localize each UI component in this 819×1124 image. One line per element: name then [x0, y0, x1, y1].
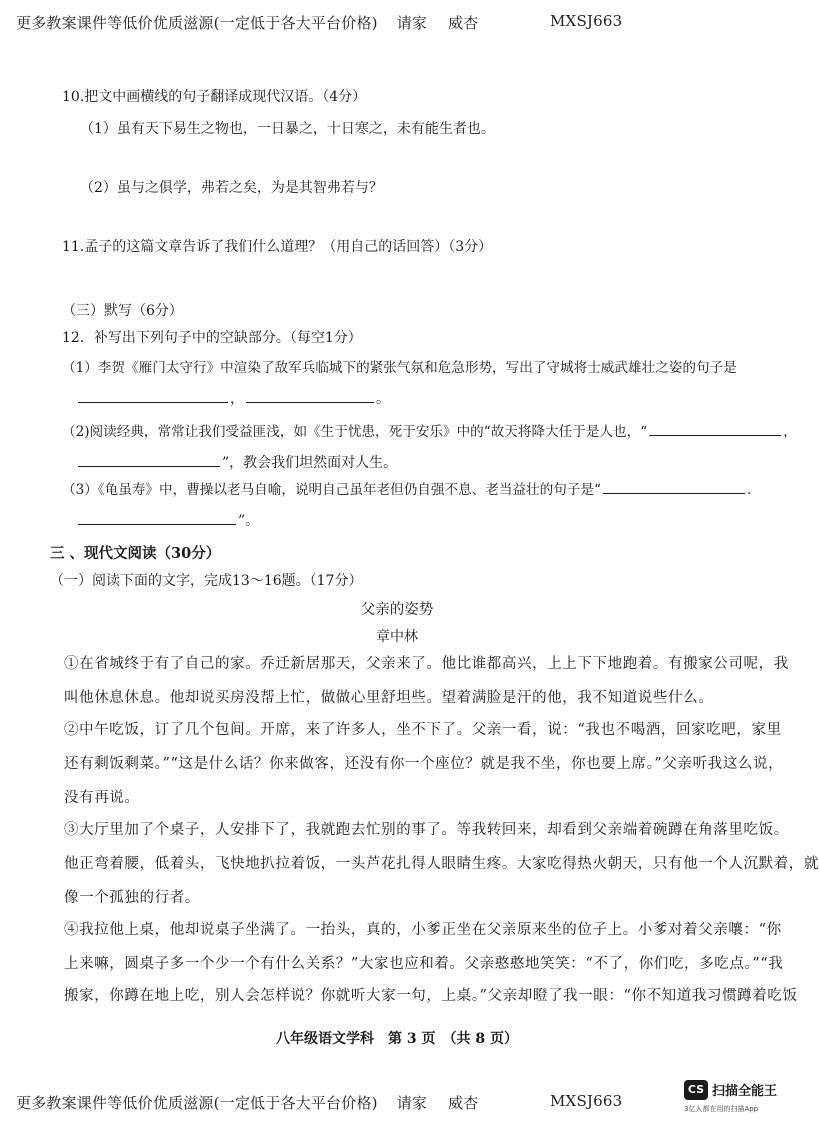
comma: ， — [230, 391, 244, 407]
scanner-logo — [684, 1078, 794, 1118]
banner-text: 更多教案课件等低价优质滋源(一定低于各大平台价格) — [16, 1094, 378, 1112]
q12-item-2 — [62, 420, 797, 440]
q12-item-3-cont — [76, 510, 259, 530]
scanner-name: 扫描全能王 — [712, 1084, 778, 1099]
q10-item-1: （1）虽有天下易生之物也，一日暴之，十日寒之，未有能生者也。 — [80, 121, 495, 137]
blank-4[interactable] — [78, 454, 220, 467]
article-line-1: ①在省城终于有了自己的家。乔迁新居那天，父亲来了。他比谁都高兴，上上下下地跑着。有搬家公司呢，我 — [64, 656, 789, 672]
blank-2[interactable] — [246, 390, 374, 403]
q12-item-1-blanks — [76, 388, 390, 408]
period: 。 — [376, 391, 390, 407]
scanner-sub: 3亿人都在用的扫描App — [684, 1105, 759, 1113]
article-line-11: 搬家，你蹲在地上吃，别人会怎样说？你就听大家一句，上桌。”父亲却瞪了我一眼：“你不知道我习惯蹲着吃饭 — [64, 988, 798, 1004]
banner-text: 更多教案课件等低价优质滋源(一定低于各大平台价格) — [16, 14, 378, 32]
part-3-title: 三 、现代文阅读（30分） — [50, 545, 221, 562]
q10-item-2: （2）虽与之俱学，弗若之矣，为是其智弗若与？ — [80, 180, 383, 196]
q11-title: 11.孟子的这篇文章告诉了我们什么道理？（用自己的话回答）（3分） — [62, 239, 493, 255]
article-line-10: 上来嘛，圆桌子多一个少一个有什么关系？”大家也应和着。父亲憨憨地笑笑：“不了，你们吃，多吃点。”“我 — [64, 956, 784, 972]
article-line-6: ③大厅里加了个桌子，人安排下了，我就跑去忙别的事了。等我转回来，却看到父亲端着碗蹲在角落里吃饭。 — [64, 822, 789, 838]
q12-title: 12．补写出下列句子中的空缺部分。（每空1分） — [62, 330, 362, 346]
article-line-8: 像一个孤独的行者。 — [64, 890, 200, 906]
q12-item-2-cont — [76, 452, 397, 472]
bottom-banner — [16, 1092, 478, 1113]
blank-1[interactable] — [78, 390, 228, 403]
article-line-2: 叫他休息休息。他却说买房没帮上忙，做做心里舒坦些。望着满脸是汗的他，我不知道说些什么。 — [64, 690, 714, 706]
blank-3[interactable] — [649, 423, 781, 436]
cs-logo-icon: CS — [684, 1080, 708, 1100]
dot: . — [746, 482, 752, 498]
comma: ， — [783, 424, 797, 440]
q12-item-2-end: ”，教会我们坦然面对人生。 — [222, 455, 398, 471]
q12-item-2-text: （2)阅读经典，常常让我们受益匪浅，如《生于忧患，死于安乐》中的“故天将降大任于是人也，“ — [62, 424, 648, 440]
q12-item-3-end: ”。 — [238, 513, 260, 529]
banner-contact-name: 威杏 — [448, 14, 479, 32]
banner-contact-name: 威杏 — [448, 1094, 479, 1112]
blank-5[interactable] — [603, 481, 745, 494]
part-3-sub: （一）阅读下面的文字，完成13～16题。（17分） — [50, 573, 363, 589]
page-footer: 八年级语文学科 第 3 页 （共 8 页） — [276, 1031, 518, 1047]
article-line-4: 还有剩饭剩菜。”“这是什么话？你来做客，还没有你一个座位？就是我不坐，你也要上席。”父亲听我这么说， — [64, 756, 784, 772]
q12-item-3 — [62, 478, 751, 498]
q12-item-3-text: （3）《龟虽寿》中，曹操以老马自喻，说明自己虽年老但仍自强不息、老当益壮的句子是“ — [62, 482, 601, 498]
section-3-title: （三）默写（6分） — [62, 303, 183, 319]
blank-6[interactable] — [78, 512, 236, 525]
banner-contact-label: 请家 — [396, 14, 428, 32]
article-title: 父亲的姿势 — [360, 602, 434, 618]
banner-code: MXSJ663 — [550, 12, 623, 30]
article-line-3: ②中午吃饭，订了几个包间。开席，来了许多人，坐不下了。父亲一看，说：“我也不喝酒，回家吃吧，家里 — [64, 722, 782, 738]
banner-contact-label: 请家 — [396, 1094, 428, 1112]
q10-title: 10.把文中画横线的句子翻译成现代汉语。（4分） — [62, 89, 367, 105]
banner-code-bottom: MXSJ663 — [550, 1092, 623, 1110]
q12-item-1: （1）李贺《雁门太守行》中渲染了敌军兵临城下的紧张气氛和危急形势，写出了守城将士威武雄壮之姿的句子是 — [62, 360, 737, 376]
article-author: 章中林 — [376, 629, 418, 645]
article-line-9: ④我拉他上桌，他却说桌子坐满了。一抬头，真的，小爹正坐在父亲原来坐的位子上。小爹对着父亲嚷：“你 — [64, 922, 782, 938]
top-banner — [16, 12, 478, 33]
article-line-7: 他正弯着腰，低着头，飞快地扒拉着饭，一头芦花扎得人眼睛生疼。大家吃得热火朝天，只有他一个人沉默着，就 — [64, 856, 819, 872]
article-line-5: 没有再说。 — [64, 790, 140, 806]
